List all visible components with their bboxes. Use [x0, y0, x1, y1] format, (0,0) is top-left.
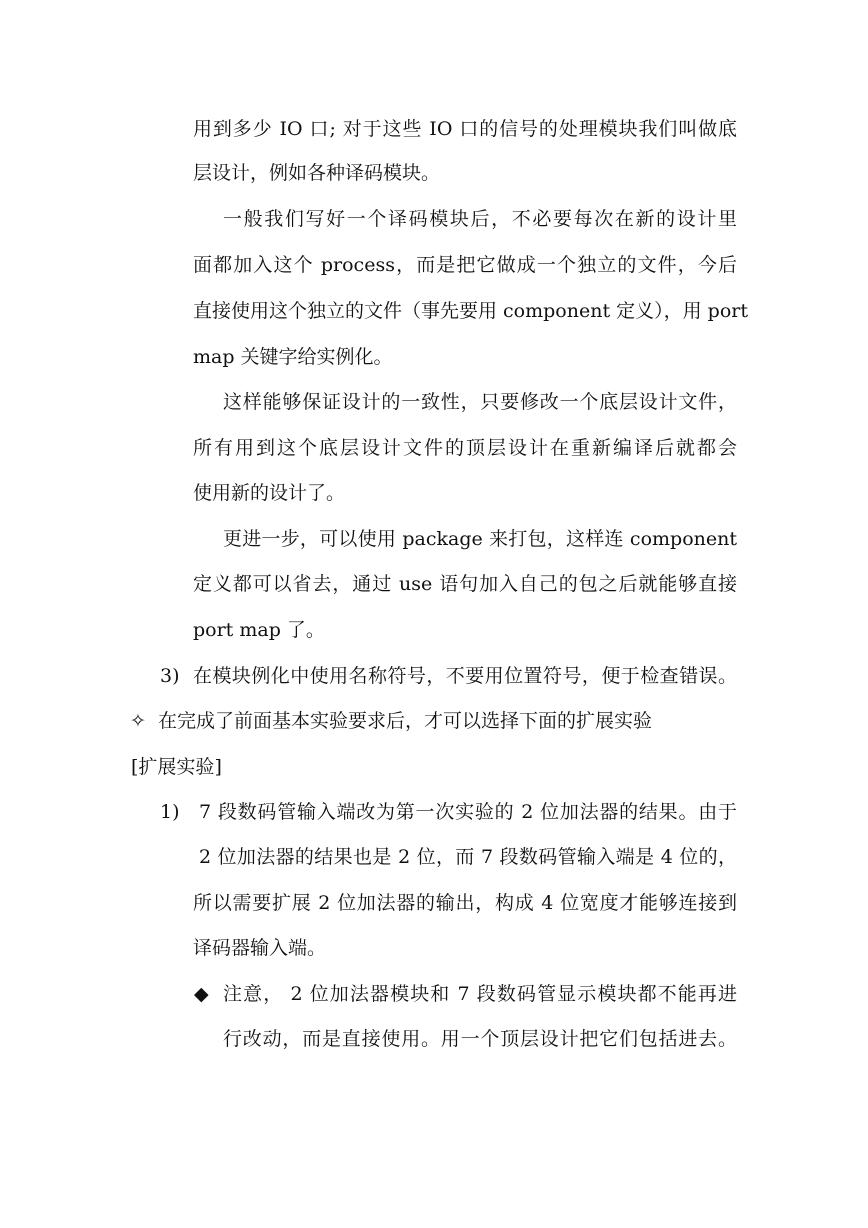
- list-item-number: 1): [160, 801, 180, 823]
- list-item-text: 在模块例化中使用名称符号，不要用位置符号，便于检查错误。: [193, 665, 737, 687]
- heading-text: 扩展实验: [138, 756, 215, 778]
- bullet-text: 行改动，而是直接使用。用一个顶层设计把它们包括进去。: [223, 1028, 737, 1050]
- bullet-text: 注意， 2 位加法器模块和 7 段数码管显示模块都不能再进: [223, 983, 737, 1005]
- list-item-text: 2 位加法器的结果也是 2 位，而 7 段数码管输入端是 4 位的，: [199, 846, 737, 868]
- paragraph-line: 这样能够保证设计的一致性，只要修改一个底层设计文件，: [223, 391, 737, 413]
- heading-bracket-open: [: [131, 756, 139, 778]
- paragraph-line: 所有用到这个底层设计文件的顶层设计在重新编译后就都会: [193, 437, 737, 459]
- list-item-text: 译码器输入端。: [193, 937, 327, 959]
- heading-bracket-close: ]: [214, 756, 222, 778]
- list-item-text: 所以需要扩展 2 位加法器的输出，构成 4 位宽度才能够连接到: [193, 892, 737, 914]
- list-item-text: 7 段数码管输入端改为第一次实验的 2 位加法器的结果。由于: [199, 801, 737, 823]
- diamond-bullet-icon: ◆: [194, 983, 209, 1005]
- paragraph-line: 面都加入这个 process，而是把它做成一个独立的文件，今后: [193, 254, 737, 276]
- note-text: 在完成了前面基本实验要求后，才可以选择下面的扩展实验: [158, 710, 653, 732]
- paragraph-line: 直接使用这个独立的文件（事先要用 component 定义），用 port: [193, 300, 748, 322]
- paragraph-line: 使用新的设计了。: [193, 482, 346, 504]
- paragraph-line: 一般我们写好一个译码模块后，不必要每次在新的设计里: [223, 208, 737, 230]
- paragraph-line: port map 了。: [193, 619, 325, 641]
- section-heading: [131, 755, 222, 779]
- list-item-number: 3): [160, 665, 180, 687]
- paragraph-line: 更进一步，可以使用 package 来打包，这样连 component: [223, 528, 737, 550]
- paragraph-line: 定义都可以省去，通过 use 语句加入自己的包之后就能够直接: [193, 573, 737, 595]
- note-symbol-icon: ✧: [130, 710, 146, 732]
- paragraph-line: 用到多少 IO 口; 对于这些 IO 口的信号的处理模块我们叫做底: [193, 118, 737, 140]
- paragraph-line: 层设计，例如各种译码模块。: [193, 162, 441, 184]
- paragraph-line: map 关键字给实例化。: [193, 346, 393, 368]
